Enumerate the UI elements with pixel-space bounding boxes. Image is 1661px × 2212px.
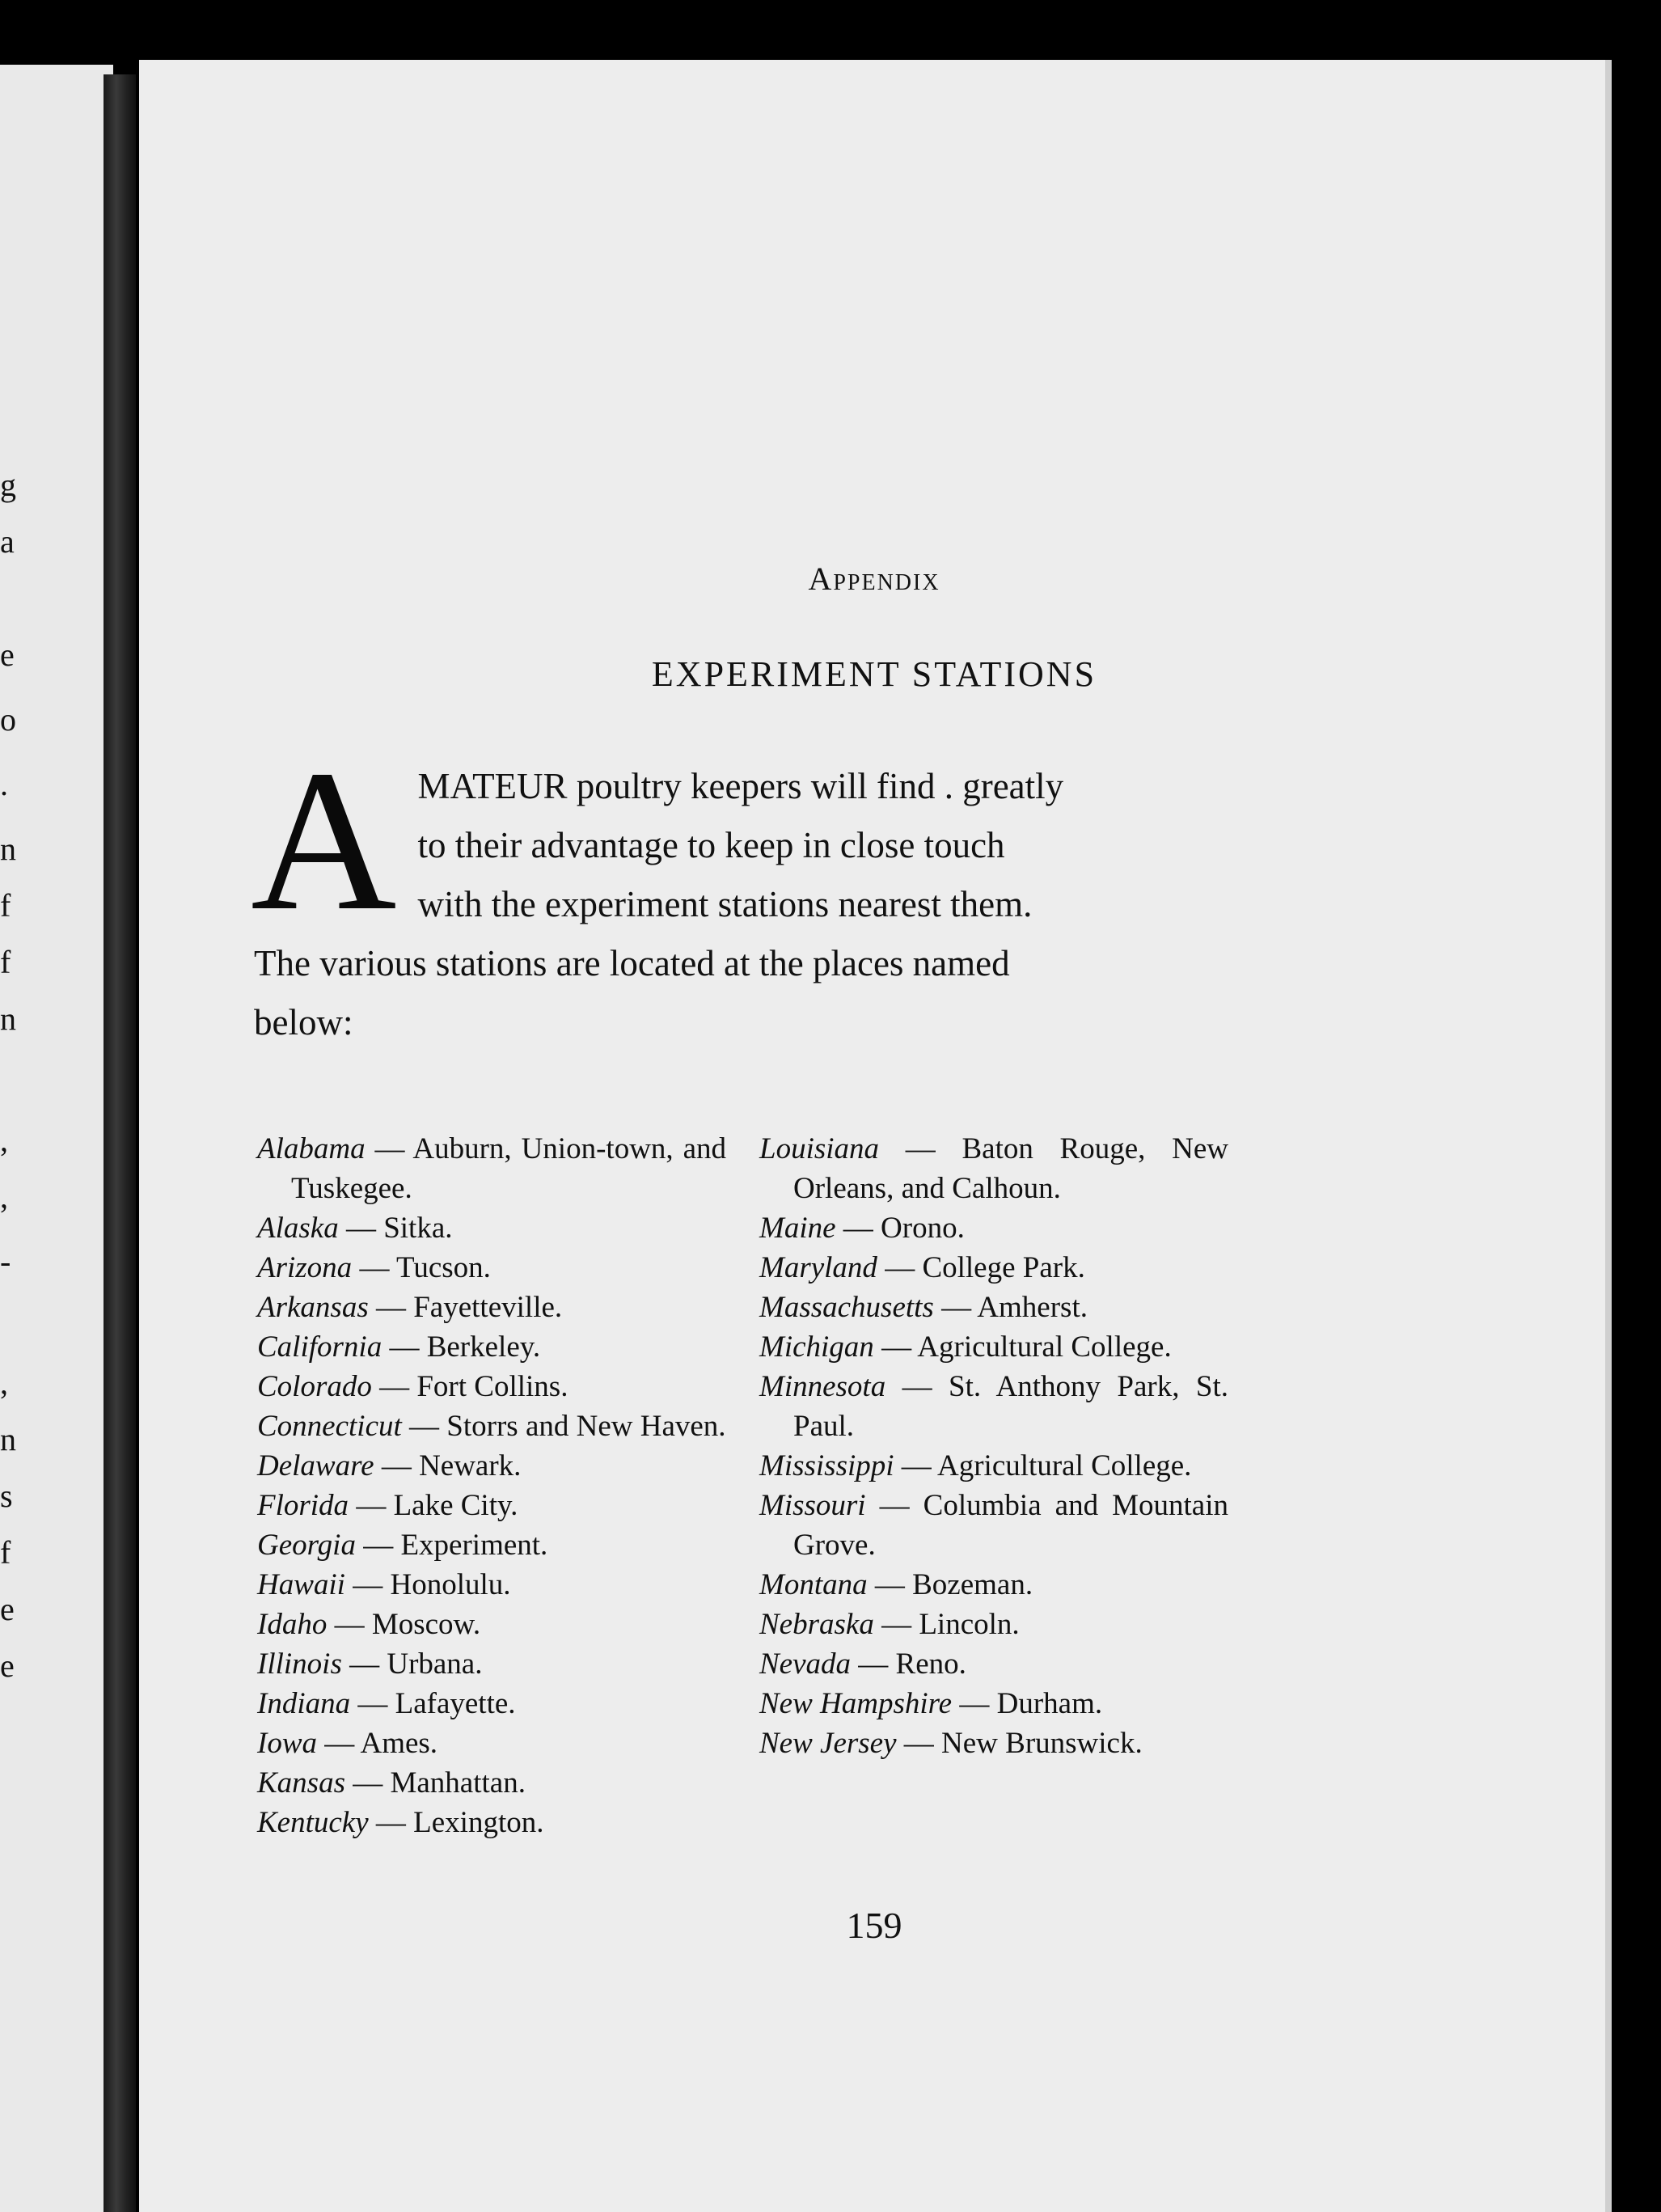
dash-separator: —	[355, 1529, 401, 1562]
dash-separator: —	[873, 1608, 919, 1641]
station-places: Durham.	[996, 1687, 1103, 1720]
dash-separator: —	[327, 1608, 372, 1641]
state-name: Nevada	[759, 1647, 852, 1681]
station-places: Fort Collins.	[416, 1370, 568, 1403]
station-places: Baton Rouge, New Orleans, and Calhoun.	[793, 1132, 1228, 1205]
book-spine	[104, 74, 136, 2212]
dash-separator: —	[952, 1687, 997, 1720]
facing-page-letter: -	[0, 1243, 11, 1279]
section-title: EXPERIMENT STATIONS	[651, 654, 1097, 694]
facing-page-letter: ,	[0, 1122, 8, 1158]
station-entry	[257, 1644, 726, 1684]
state-name: Louisiana	[759, 1132, 880, 1165]
dash-separator: —	[352, 1251, 397, 1284]
running-header	[139, 560, 1609, 598]
station-entry	[759, 1327, 1228, 1367]
intro-line: The various stations are located at the places named	[254, 943, 1010, 983]
page-edge-shadow	[1605, 60, 1612, 2212]
station-entry	[759, 1486, 1228, 1565]
station-entry	[257, 1248, 726, 1288]
facing-page-letter: f	[0, 944, 11, 980]
state-name: Alabama	[257, 1132, 366, 1165]
dash-separator: —	[344, 1766, 391, 1800]
station-entry	[759, 1248, 1228, 1288]
book-page	[139, 60, 1609, 2212]
state-name: Colorado	[257, 1370, 372, 1403]
state-name: Alaska	[257, 1212, 339, 1245]
facing-page-letter: .	[0, 766, 8, 802]
station-entry	[759, 1367, 1228, 1446]
facing-page-letter: f	[0, 1534, 11, 1571]
state-name: Maryland	[759, 1251, 877, 1284]
station-places: Experiment.	[400, 1529, 548, 1562]
station-entry	[759, 1129, 1228, 1208]
facing-page-letter: g	[0, 467, 16, 503]
station-entry	[257, 1684, 726, 1723]
state-name: Nebraska	[759, 1608, 874, 1641]
station-places: Tucson.	[396, 1251, 491, 1284]
state-name: Arizona	[257, 1251, 353, 1284]
station-places: Lincoln.	[919, 1608, 1020, 1641]
station-places: Newark.	[419, 1449, 522, 1482]
station-places: Agricultural College.	[917, 1330, 1172, 1364]
state-name: Minnesota	[759, 1370, 886, 1403]
station-places: College Park.	[922, 1251, 1085, 1284]
dash-separator: —	[368, 1806, 414, 1839]
station-entry	[257, 1367, 726, 1406]
intro-line: with the experiment stations nearest them.	[417, 884, 1033, 924]
state-name: Michigan	[759, 1330, 874, 1364]
state-name: Maine	[759, 1212, 836, 1245]
state-name: Georgia	[257, 1529, 356, 1562]
station-places: Moscow.	[371, 1608, 481, 1641]
facing-page-letter: o	[0, 701, 16, 738]
state-name: Kansas	[257, 1766, 345, 1800]
dash-separator: —	[865, 1489, 923, 1522]
facing-page-letter: n	[0, 831, 16, 867]
station-entry	[257, 1446, 726, 1486]
dash-separator: —	[401, 1410, 447, 1443]
dash-separator: —	[382, 1330, 427, 1364]
dash-separator: —	[894, 1449, 938, 1482]
station-entry	[257, 1288, 726, 1327]
station-places: Orono.	[881, 1212, 965, 1245]
station-entry	[257, 1129, 726, 1208]
station-entry	[759, 1208, 1228, 1248]
facing-page-letter: n	[0, 1421, 16, 1457]
state-name: Indiana	[257, 1687, 351, 1720]
facing-page-letter: ,	[0, 1364, 8, 1401]
dash-separator: —	[365, 1132, 413, 1165]
station-entry	[257, 1525, 726, 1565]
state-name: Arkansas	[257, 1291, 369, 1324]
state-name: Delaware	[257, 1449, 374, 1482]
state-name: Montana	[759, 1568, 868, 1601]
station-places: Urbana.	[387, 1647, 483, 1681]
state-name: Kentucky	[257, 1806, 369, 1839]
station-entry	[759, 1288, 1228, 1327]
station-places: Ames.	[360, 1727, 438, 1760]
dash-separator: —	[867, 1568, 913, 1601]
station-entry	[257, 1763, 726, 1803]
dash-separator: —	[879, 1132, 962, 1165]
intro-line: below:	[254, 1002, 353, 1043]
station-places: Lexington.	[413, 1806, 544, 1839]
station-places: Auburn, Union-town, and Tuskegee.	[291, 1132, 726, 1205]
facing-page-letter: a	[0, 523, 15, 560]
facing-page-letter: e	[0, 1591, 15, 1627]
dash-separator: —	[368, 1291, 414, 1324]
facing-page-letter: e	[0, 637, 15, 673]
state-name: Florida	[257, 1489, 349, 1522]
state-name: New Jersey	[759, 1727, 897, 1760]
station-places: Reno.	[895, 1647, 966, 1681]
dash-separator: —	[885, 1370, 949, 1403]
station-entry	[257, 1565, 726, 1605]
dash-separator: —	[851, 1647, 896, 1681]
dash-separator: —	[371, 1370, 417, 1403]
state-name: Massachusetts	[759, 1291, 934, 1324]
station-places: Columbia and Mountain Grove.	[793, 1489, 1229, 1562]
dash-separator: —	[317, 1727, 361, 1760]
station-places: Berkeley.	[426, 1330, 541, 1364]
station-places: Lafayette.	[395, 1687, 516, 1720]
dash-separator: —	[338, 1212, 384, 1245]
state-name: Hawaii	[257, 1568, 345, 1601]
station-entry	[257, 1605, 726, 1644]
facing-page-text-fragments	[0, 65, 113, 2212]
page-number: 159	[846, 1905, 902, 1946]
stations-column-left	[257, 1129, 726, 1842]
station-places: Sitka.	[383, 1212, 453, 1245]
station-entry	[759, 1446, 1228, 1486]
station-places: Amherst.	[977, 1291, 1088, 1324]
station-places: St. Anthony Park, St. Paul.	[793, 1370, 1229, 1443]
station-entry	[257, 1327, 726, 1367]
state-name: California	[257, 1330, 382, 1364]
state-name: Illinois	[257, 1647, 342, 1681]
station-entry	[759, 1605, 1228, 1644]
station-entry	[257, 1803, 726, 1842]
facing-page-letter: ,	[0, 1178, 8, 1215]
facing-page-letter: f	[0, 887, 11, 924]
state-name: Iowa	[257, 1727, 317, 1760]
facing-page-letter: s	[0, 1478, 13, 1514]
station-entry	[257, 1723, 726, 1763]
dash-separator: —	[349, 1489, 394, 1522]
station-places: Bozeman.	[912, 1568, 1033, 1601]
state-name: New Hampshire	[759, 1687, 953, 1720]
station-entry	[257, 1208, 726, 1248]
dash-separator: —	[835, 1212, 881, 1245]
station-places: Lake City.	[393, 1489, 518, 1522]
facing-page-edge	[0, 65, 113, 2212]
state-name: Idaho	[257, 1608, 328, 1641]
facing-page-letter: e	[0, 1647, 15, 1684]
station-places: Fayetteville.	[413, 1291, 563, 1324]
state-name: Connecticut	[257, 1410, 402, 1443]
intro-line: MATEUR poultry keepers will find . greatly	[417, 766, 1064, 806]
dash-separator: —	[896, 1727, 942, 1760]
dash-separator: —	[341, 1647, 387, 1681]
drop-cap: A	[251, 729, 397, 953]
intro-paragraph	[251, 729, 1346, 1052]
station-entry	[759, 1684, 1228, 1723]
state-name: Missouri	[759, 1489, 866, 1522]
station-places: New Brunswick.	[941, 1727, 1143, 1760]
dash-separator: —	[374, 1449, 420, 1482]
station-places: Manhattan.	[390, 1766, 526, 1800]
dash-separator: —	[873, 1330, 918, 1364]
appendix-label: Appendix	[808, 560, 940, 597]
stations-column-right	[759, 1129, 1228, 1763]
station-entry	[759, 1723, 1228, 1763]
station-entry	[257, 1406, 726, 1446]
station-places: Honolulu.	[390, 1568, 511, 1601]
intro-line: to their advantage to keep in close touch	[417, 825, 1005, 865]
station-entry	[759, 1644, 1228, 1684]
station-entry	[759, 1565, 1228, 1605]
station-entry	[257, 1486, 726, 1525]
state-name: Mississippi	[759, 1449, 894, 1482]
station-places: Storrs and New Haven.	[446, 1410, 726, 1443]
dash-separator: —	[933, 1291, 978, 1324]
station-places: Agricultural College.	[937, 1449, 1192, 1482]
dash-separator: —	[344, 1568, 391, 1601]
dash-separator: —	[877, 1251, 923, 1284]
dash-separator: —	[350, 1687, 395, 1720]
facing-page-letter: n	[0, 1000, 16, 1037]
